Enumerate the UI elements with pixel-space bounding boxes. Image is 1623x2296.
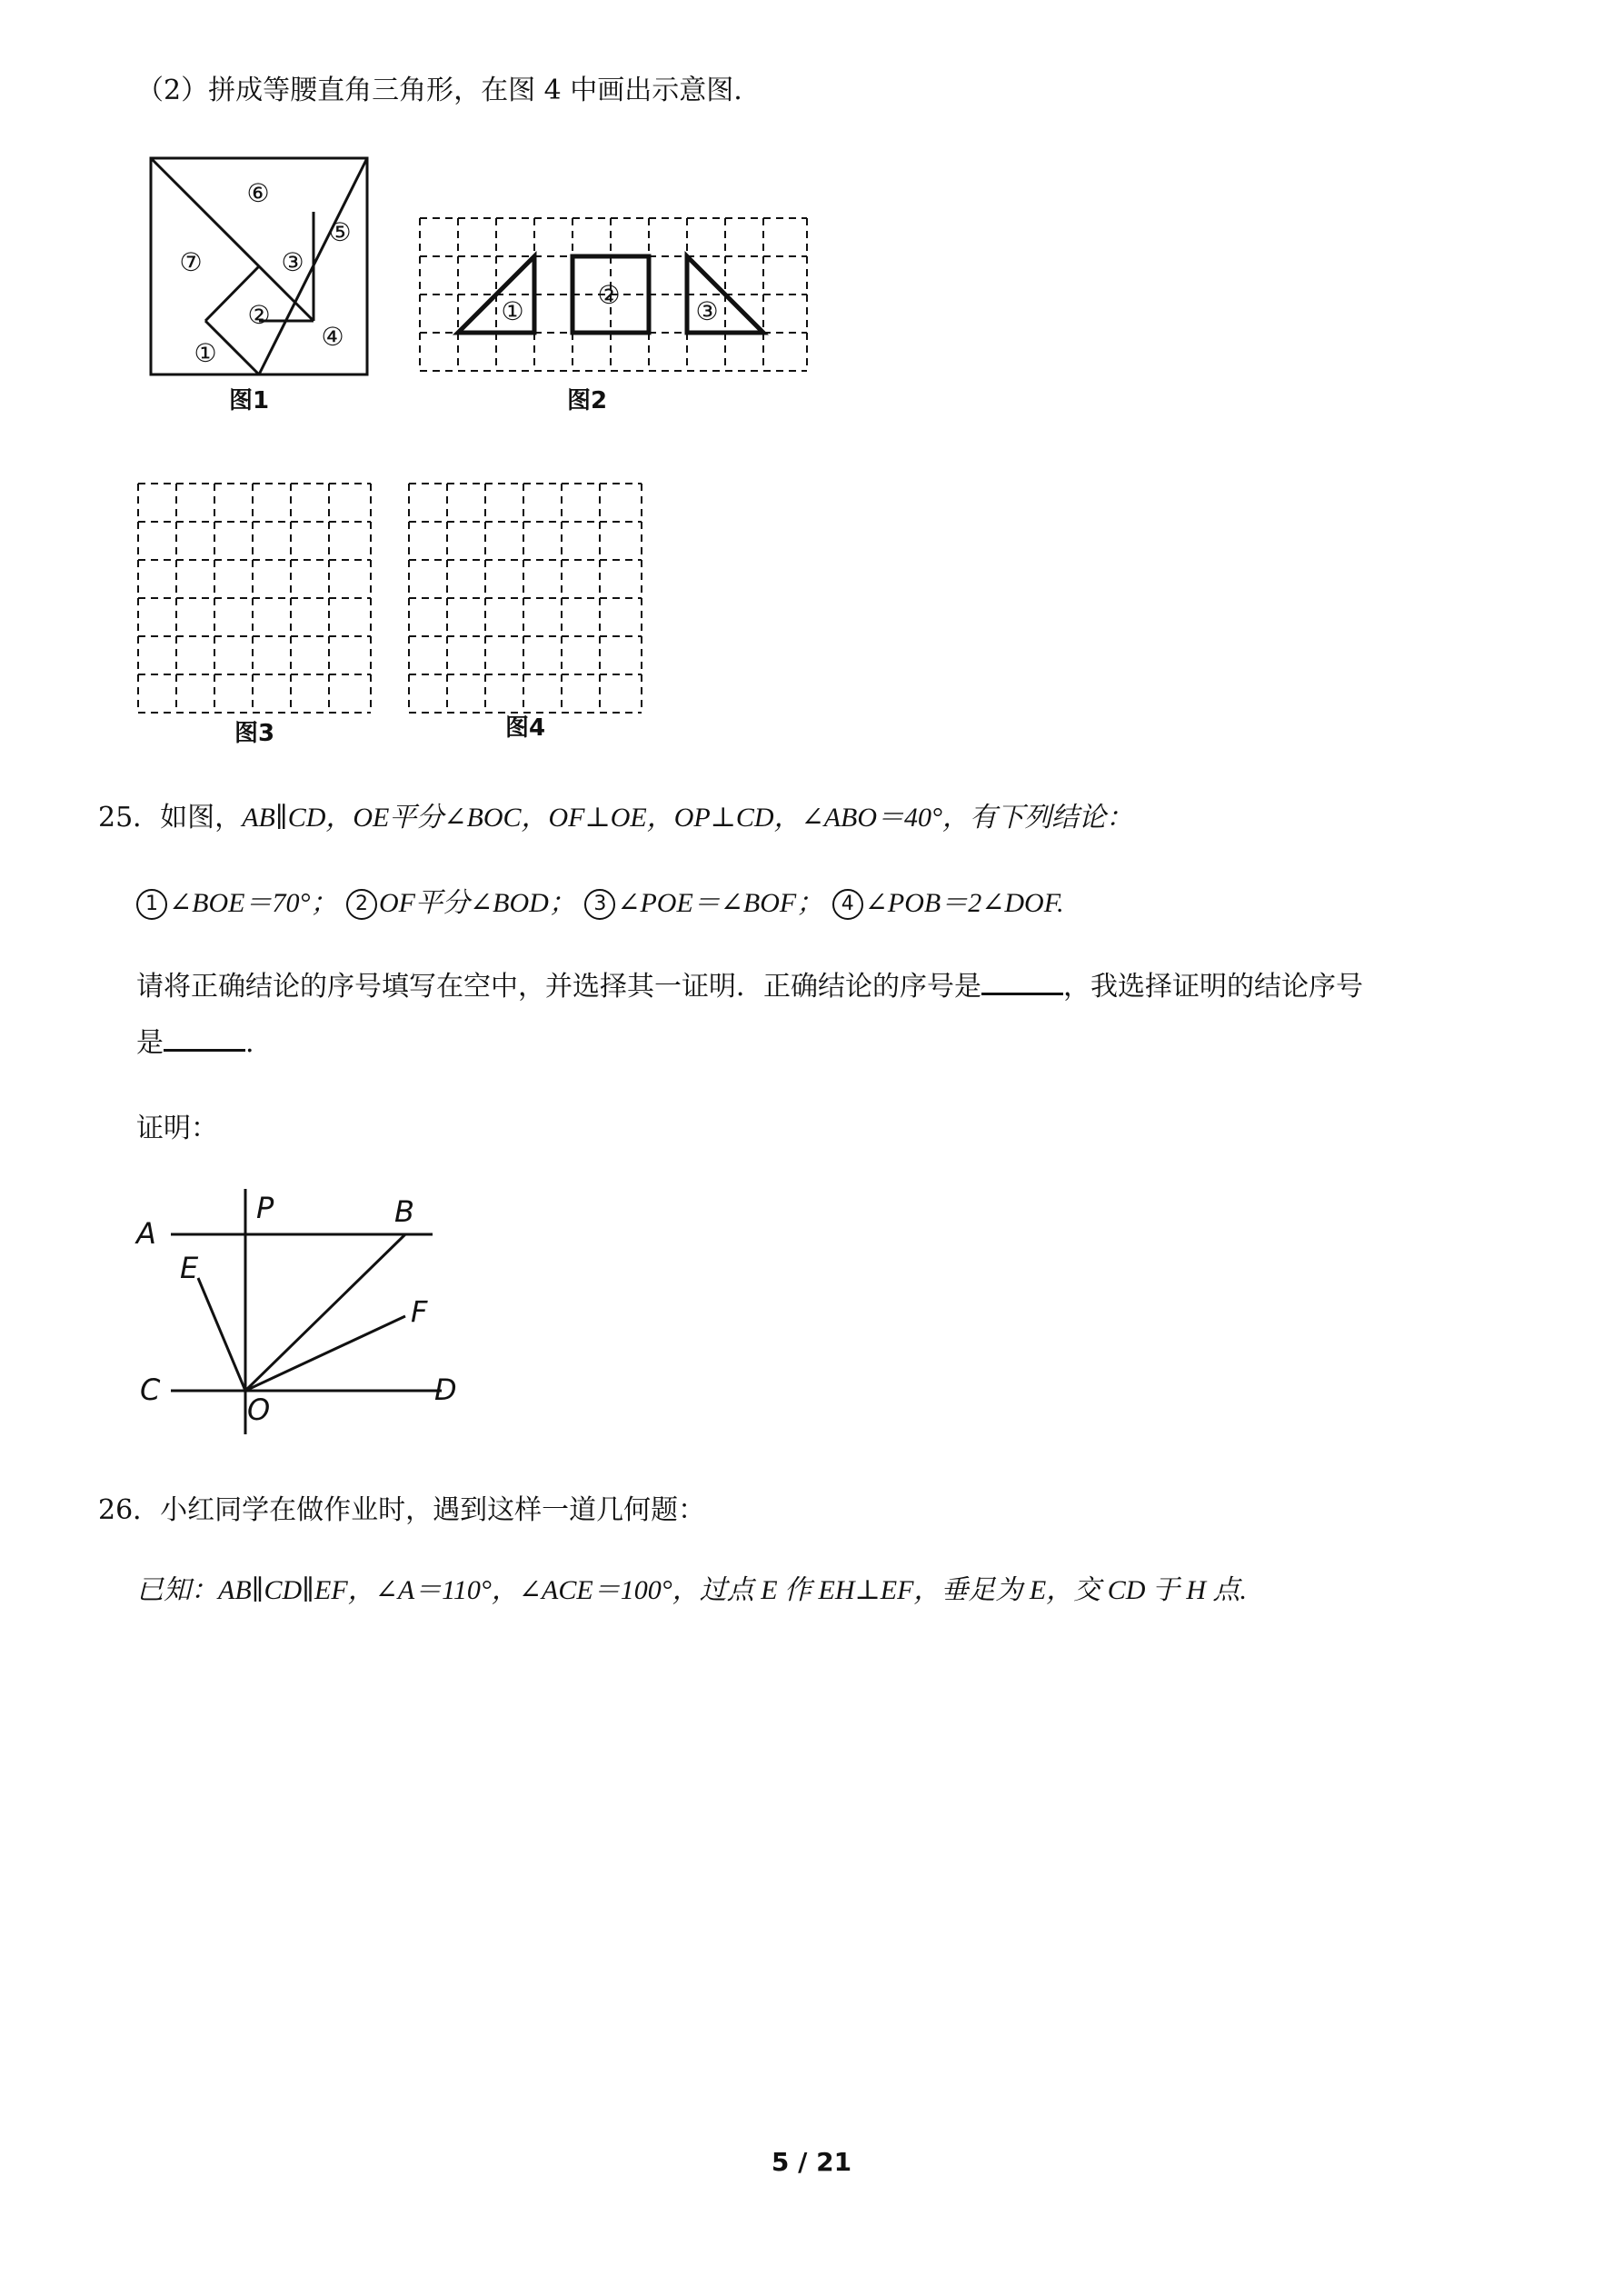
figure-1-tangram: [145, 155, 382, 382]
fig1-piece-2: ②: [247, 300, 271, 330]
q25-fill-line-2: [136, 1025, 254, 1062]
conclusion-3-text: ∠POE＝∠BOF；: [617, 888, 824, 918]
label-B: B: [394, 1194, 414, 1229]
figure-2-label: 图2: [567, 387, 608, 414]
page-number: 5 / 21: [771, 2147, 852, 2177]
fig1-piece-5: ⑤: [328, 217, 352, 247]
label-O: O: [247, 1393, 271, 1427]
fig2-piece-1: ①: [501, 296, 524, 326]
q25-stem: [98, 800, 1133, 836]
figure-4-label: 图4: [505, 714, 546, 742]
fill-line-2-part-b: .: [245, 1027, 254, 1059]
q25-geometry-diagram: [127, 1178, 473, 1447]
figure-4-empty-grid: [405, 480, 645, 716]
figure-3-label: 图3: [234, 720, 275, 747]
label-C: C: [140, 1373, 161, 1407]
fig2-piece-2: ②: [597, 280, 621, 310]
q25-stem-prefix: 25．如图，: [98, 802, 243, 834]
label-P: P: [256, 1191, 274, 1225]
conclusion-1-number: 1: [136, 889, 167, 920]
answer-blank-1[interactable]: [981, 969, 1063, 995]
q25-proof-label: 证明：: [136, 1113, 218, 1144]
label-F: F: [411, 1294, 428, 1329]
figure-3-empty-grid: [134, 480, 374, 716]
fig1-piece-7: ⑦: [179, 247, 203, 277]
conclusion-4-text: ∠POB＝2∠DOF.: [864, 888, 1064, 918]
answer-blank-2[interactable]: [164, 1025, 245, 1052]
q24-part2-text: （2）拼成等腰直角三角形，在图 4 中画出示意图.: [136, 75, 742, 106]
figure-2-grid-shapes: [416, 215, 811, 374]
q26-stem: 26．小红同学在做作业时，遇到这样一道几何题：: [98, 1494, 706, 1526]
conclusion-1-text: ∠BOE＝70°；: [169, 888, 338, 918]
fill-line-1-part-b: ，我选择证明的结论序号: [1063, 971, 1363, 1003]
conclusion-2-number: 2: [346, 889, 377, 920]
fig2-piece-3: ③: [695, 296, 719, 326]
q25-fill-line-1: [136, 969, 1363, 1005]
conclusion-3-number: 3: [584, 889, 615, 920]
label-E: E: [180, 1251, 199, 1285]
label-D: D: [434, 1373, 457, 1407]
figure-1-label: 图1: [229, 387, 270, 414]
fill-line-1-part-a: 请将正确结论的序号填写在空中，并选择其一证明．正确结论的序号是: [136, 971, 981, 1003]
fig1-piece-1: ①: [194, 338, 217, 368]
fig1-piece-4: ④: [321, 322, 344, 352]
label-A: A: [136, 1216, 156, 1251]
fill-line-2-part-a: 是: [136, 1027, 164, 1059]
q25-stem-math: AB∥CD，OE平分∠BOC，OF⊥OE，OP⊥CD，∠ABO＝40°，有下列结论：: [242, 803, 1134, 833]
q26-given: 已知：AB∥CD∥EF，∠A＝110°，∠ACE＝100°，过点 E 作 EH⊥EF，垂足为 E，交 CD 于 H 点.: [136, 1575, 1248, 1605]
conclusion-4-number: 4: [832, 889, 863, 920]
fig1-piece-3: ③: [281, 247, 304, 277]
q25-conclusions: [136, 885, 1064, 922]
fig1-piece-6: ⑥: [246, 178, 270, 208]
conclusion-2-text: OF平分∠BOD；: [379, 888, 576, 918]
